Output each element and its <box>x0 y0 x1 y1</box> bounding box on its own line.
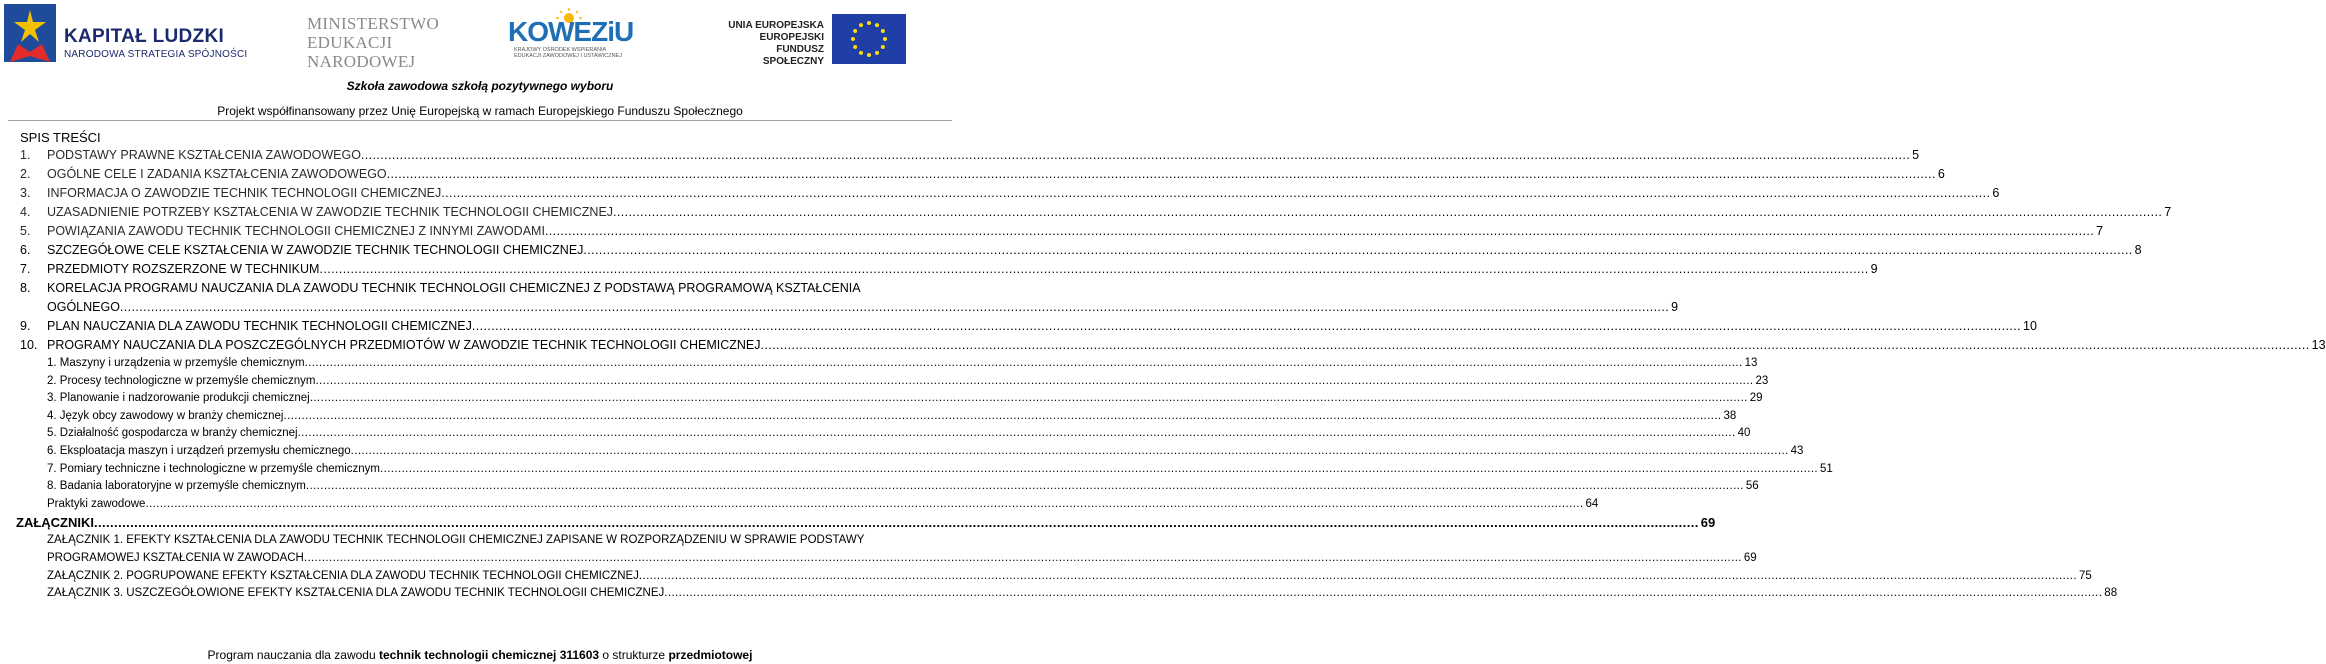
toc-leader-dots: ................................................................................................................................................................................................................................................................................................................................................................................................................ <box>471 319 2022 333</box>
toc-leader-dots: ................................................................................................................................................................................................................................................................................................................................................................................................................ <box>304 357 1743 369</box>
toc-subentry[interactable] <box>20 443 1804 461</box>
ministry-logo <box>307 14 439 71</box>
koweziu-logo <box>508 8 634 58</box>
toc-subentry[interactable] <box>20 373 1769 391</box>
toc-entry-9[interactable] <box>20 317 2037 336</box>
toc-entry-10[interactable] <box>20 336 2326 355</box>
toc-entry-7[interactable] <box>20 260 1878 279</box>
eu-star <box>867 53 871 57</box>
toc-entry-text: ZAŁĄCZNIKI <box>16 515 94 531</box>
toc-leader-dots: ................................................................................................................................................................................................................................................................................................................................................................................................................ <box>119 300 1670 314</box>
footer-text-1: Program nauczania dla zawodu <box>207 648 379 662</box>
toc-leader-dots: ................................................................................................................................................................................................................................................................................................................................................................................................................ <box>613 205 2163 219</box>
eu-star <box>851 37 855 41</box>
toc-leader-dots: ................................................................................................................................................................................................................................................................................................................................................................................................................ <box>441 186 1991 200</box>
toc-entry-text: KORELACJA PROGRAMU NAUCZANIA DLA ZAWODU TECHNIK TECHNOLOGII CHEMICZNEJ Z PODSTAWĄ PROGRAMOWĄ KSZTAŁCENIA <box>47 281 861 295</box>
page-header <box>0 0 960 125</box>
header-divider <box>8 120 952 121</box>
toc-title: SPIS TREŚCI <box>20 130 101 145</box>
eu-star <box>867 21 871 25</box>
toc-subentry[interactable] <box>20 390 1763 408</box>
toc-entry-number: 7. <box>20 262 31 276</box>
kapital-ludzki-subtitle: NARODOWA STRATEGIA SPÓJNOŚCI <box>64 49 248 60</box>
kapital-ludzki-text <box>64 26 247 60</box>
toc-page-number: 7 <box>2164 205 2172 219</box>
toc-page-number: 10 <box>2023 319 2037 333</box>
eu-flag-icon <box>832 14 906 64</box>
eu-star <box>875 51 879 55</box>
toc-entry-text: PRZEDMIOTY ROZSZERZONE W TECHNIKUM <box>47 262 320 276</box>
toc-leader-dots: ................................................................................................................................................................................................................................................................................................................................................................................................................ <box>283 409 1722 422</box>
toc-page-number: 88 <box>2104 587 2118 600</box>
toc-leader-dots: ................................................................................................................................................................................................................................................................................................................................................................................................................ <box>360 148 1911 162</box>
toc-entry-number: 4. <box>20 205 31 219</box>
toc-entry-zalaczniki[interactable] <box>16 513 1716 532</box>
ministry-line-2: EDUKACJI <box>307 33 393 52</box>
toc-page-number: 7 <box>2096 224 2104 238</box>
koweziu-wordmark: KOWEZiU <box>508 16 634 47</box>
toc-leader-dots: ................................................................................................................................................................................................................................................................................................................................................................................................................ <box>145 497 1584 510</box>
toc-entry-text: PROGRAMY NAUCZANIA DLA POSZCZEGÓLNYCH PRZEDMIOTÓW W ZAWODZIE TECHNIK TECHNOLOGII CHEMICZNEJ <box>47 338 761 352</box>
toc-leader-dots: ................................................................................................................................................................................................................................................................................................................................................................................................................ <box>94 515 1699 531</box>
toc-entry-zal2[interactable] <box>20 568 2092 586</box>
toc-page-number: 23 <box>1755 374 1769 387</box>
toc-entry-text: 3. Planowanie i nadzorowanie produkcji chemicznej <box>47 392 310 405</box>
toc-entry-text: ZAŁĄCZNIK 3. USZCZEGÓŁOWIONE EFEKTY KSZTAŁCENIA DLA ZAWODU TECHNIK TECHNOLOGII CHEMICZNEJ <box>47 587 665 600</box>
toc-page-number: 40 <box>1737 427 1751 440</box>
toc-leader-dots: ................................................................................................................................................................................................................................................................................................................................................................................................................ <box>315 374 1754 387</box>
toc-entry-text: ZAŁĄCZNIK 2. POGRUPOWANE EFEKTY KSZTAŁCENIA DLA ZAWODU TECHNIK TECHNOLOGII CHEMICZNEJ <box>47 569 639 582</box>
toc-entry-text: INFORMACJA O ZAWODZIE TECHNIK TECHNOLOGII CHEMICZNEJ <box>47 186 442 200</box>
toc-page-number: 69 <box>1743 551 1757 564</box>
toc-leader-dots: ................................................................................................................................................................................................................................................................................................................................................................................................................ <box>664 587 2103 600</box>
toc-page-number: 13 <box>1744 357 1758 369</box>
toc-entry-text: PODSTAWY PRAWNE KSZTAŁCENIA ZAWODOWEGO <box>47 148 361 162</box>
toc-page-number: 51 <box>1820 462 1833 475</box>
toc-page-number: 43 <box>1790 444 1804 457</box>
toc-entry-text: PLAN NAUCZANIA DLA ZAWODU TECHNIK TECHNOLOGII CHEMICZNEJ <box>47 319 472 333</box>
toc-leader-dots: ................................................................................................................................................................................................................................................................................................................................................................................................................ <box>544 224 2095 238</box>
toc-leader-dots: ................................................................................................................................................................................................................................................................................................................................................................................................................ <box>319 262 1869 276</box>
toc-leader-dots: ................................................................................................................................................................................................................................................................................................................................................................................................................ <box>583 243 2133 257</box>
toc-leader-dots: ................................................................................................................................................................................................................................................................................................................................................................................................................ <box>380 462 1819 475</box>
eu-line-3: FUNDUSZ SPOŁECZNY <box>762 44 824 67</box>
kapital-ludzki-logo-icon <box>4 4 56 68</box>
toc-sub-list <box>20 355 1833 513</box>
toc-entry-text: 4. Język obcy zawodowy w branży chemicznej <box>47 409 284 422</box>
toc-page-number: 6 <box>1937 167 1945 181</box>
toc-page-number: 29 <box>1749 392 1763 405</box>
eu-star <box>883 37 887 41</box>
toc-entry-number: 10. <box>20 338 38 352</box>
toc-entry-8-cont[interactable] <box>20 298 1679 317</box>
toc-page-number: 56 <box>1745 480 1759 493</box>
toc-subentry[interactable] <box>20 408 1737 426</box>
toc-entry-number: 9. <box>20 319 31 333</box>
toc-entry-text: Praktyki zawodowe <box>47 497 146 510</box>
ministry-line-3: NARODOWEJ <box>307 52 416 71</box>
toc-leader-dots: ................................................................................................................................................................................................................................................................................................................................................................................................................ <box>760 338 2310 352</box>
footer-text-2: technik technologii chemicznej 311603 <box>378 648 600 662</box>
toc-page-number: 9 <box>1671 300 1679 314</box>
toc-subentry[interactable] <box>20 461 1833 479</box>
toc-subentry[interactable] <box>20 425 1751 443</box>
toc-entry-text: 6. Eksploatacja maszyn i urządzeń przemysłu chemicznego <box>47 444 351 457</box>
toc-page-number: 64 <box>1585 497 1599 510</box>
toc-entry-text: 5. Działalność gospodarcza w branży chemicznej <box>47 427 298 440</box>
toc-subentry[interactable] <box>20 496 1599 514</box>
eu-line-1: UNIA EUROPEJSKA <box>728 20 824 31</box>
toc-subentry[interactable] <box>20 478 1759 496</box>
toc-page-number: 9 <box>1870 262 1878 276</box>
eu-star <box>881 29 885 33</box>
toc-entry-text: 2. Procesy technologiczne w przemyśle chemicznym <box>47 374 316 387</box>
toc-entry-number: 1. <box>20 148 31 162</box>
eu-star <box>875 23 879 27</box>
eu-star <box>853 45 857 49</box>
toc-entry-number: 2. <box>20 167 31 181</box>
toc-entry-text: SZCZEGÓŁOWE CELE KSZTAŁCENIA W ZAWODZIE TECHNIK TECHNOLOGII CHEMICZNEJ <box>47 243 584 257</box>
eu-star <box>853 29 857 33</box>
toc-leader-dots: ................................................................................................................................................................................................................................................................................................................................................................................................................ <box>350 444 1789 457</box>
toc-leader-dots: ................................................................................................................................................................................................................................................................................................................................................................................................................ <box>305 480 1744 493</box>
toc-page-number: 38 <box>1723 409 1737 422</box>
toc-entry-2[interactable] <box>20 165 1945 184</box>
toc-entry-6[interactable] <box>20 241 2142 260</box>
kapital-ludzki-title: KAPITAŁ LUDZKI <box>64 26 225 47</box>
toc-entry-3[interactable] <box>20 184 2000 203</box>
toc-page-number: 13 <box>2311 338 2326 352</box>
table-of-contents <box>16 129 2326 603</box>
eu-star <box>859 51 863 55</box>
page-footer <box>0 648 960 662</box>
toc-leader-dots: ................................................................................................................................................................................................................................................................................................................................................................................................................ <box>297 427 1736 440</box>
toc-entry-text: 8. Badania laboratoryjne w przemyśle chemicznym <box>47 480 306 493</box>
footer-text-3: o strukturze <box>599 648 669 662</box>
toc-entry-text: POWIĄZANIA ZAWODU TECHNIK TECHNOLOGII CHEMICZNEJ Z INNYMI ZAWODAMI <box>47 224 545 238</box>
toc-entry-text: 7. Pomiary techniczne i technologiczne w przemyśle chemicznym <box>47 462 380 475</box>
koweziu-subtitle: KRAJOWY OŚRODEK WSPIERANIA EDUKACJI ZAWODOWEJ I USTAWICZNEJ <box>514 47 622 59</box>
toc-entry-text: 1. Maszyny i urządzenia w przemyśle chemicznym <box>47 357 305 369</box>
eu-line-2: EUROPEJSKI <box>759 32 824 43</box>
toc-leader-dots: ................................................................................................................................................................................................................................................................................................................................................................................................................ <box>309 392 1748 405</box>
toc-entry-1[interactable] <box>20 146 1920 165</box>
project-note: Projekt współfinansowany przez Unię Europejską w ramach Europejskiego Funduszu Społecznego <box>217 104 743 118</box>
eu-star <box>881 45 885 49</box>
eu-text <box>726 20 824 68</box>
toc-entry-text: ZAŁĄCZNIK 1. EFEKTY KSZTAŁCENIA DLA ZAWODU TECHNIK TECHNOLOGII CHEMICZNEJ ZAPISANE W ROZPORZĄDZENIU W SPRAWIE PODSTAWY <box>47 534 865 547</box>
toc-entry-zal3[interactable] <box>20 585 2118 603</box>
toc-page-number: 8 <box>2134 243 2142 257</box>
toc-page-number: 6 <box>1992 186 2000 200</box>
eu-star <box>859 23 863 27</box>
toc-leader-dots: ................................................................................................................................................................................................................................................................................................................................................................................................................ <box>386 167 1936 181</box>
toc-entry-text: UZASADNIENIE POTRZEBY KSZTAŁCENIA W ZAWODZIE TECHNIK TECHNOLOGII CHEMICZNEJ <box>47 205 614 219</box>
toc-entry-4[interactable] <box>20 203 2172 222</box>
toc-entry-text: OGÓLNE CELE I ZADANIA KSZTAŁCENIA ZAWODOWEGO <box>47 167 387 181</box>
footer-text-4: przedmiotowej <box>668 648 753 662</box>
toc-entry-zal1[interactable] <box>20 532 960 550</box>
toc-entry-text: PROGRAMOWEJ KSZTAŁCENIA W ZAWODACH <box>47 551 304 564</box>
toc-entry-number: 6. <box>20 243 31 257</box>
toc-entry-8[interactable] <box>20 279 960 298</box>
toc-page-number: 75 <box>2078 569 2092 582</box>
toc-leader-dots: ................................................................................................................................................................................................................................................................................................................................................................................................................ <box>638 569 2077 582</box>
toc-entry-5[interactable] <box>20 222 2104 241</box>
toc-leader-dots: ................................................................................................................................................................................................................................................................................................................................................................................................................ <box>303 551 1742 564</box>
toc-entry-number: 8. <box>20 281 31 295</box>
toc-entry-text: OGÓLNEGO <box>47 300 120 314</box>
toc-subentry[interactable] <box>20 355 1758 373</box>
toc-main-list <box>20 146 2172 279</box>
toc-page-number: 69 <box>1700 515 1716 531</box>
toc-entry-zal1-cont[interactable] <box>20 550 1757 568</box>
toc-entry-number: 3. <box>20 186 31 200</box>
motto: Szkoła zawodowa szkołą pozytywnego wyboru <box>346 79 614 93</box>
ministry-line-1: MINISTERSTWO <box>307 14 440 33</box>
toc-page-number: 5 <box>1912 148 1920 162</box>
toc-entry-number: 5. <box>20 224 31 238</box>
